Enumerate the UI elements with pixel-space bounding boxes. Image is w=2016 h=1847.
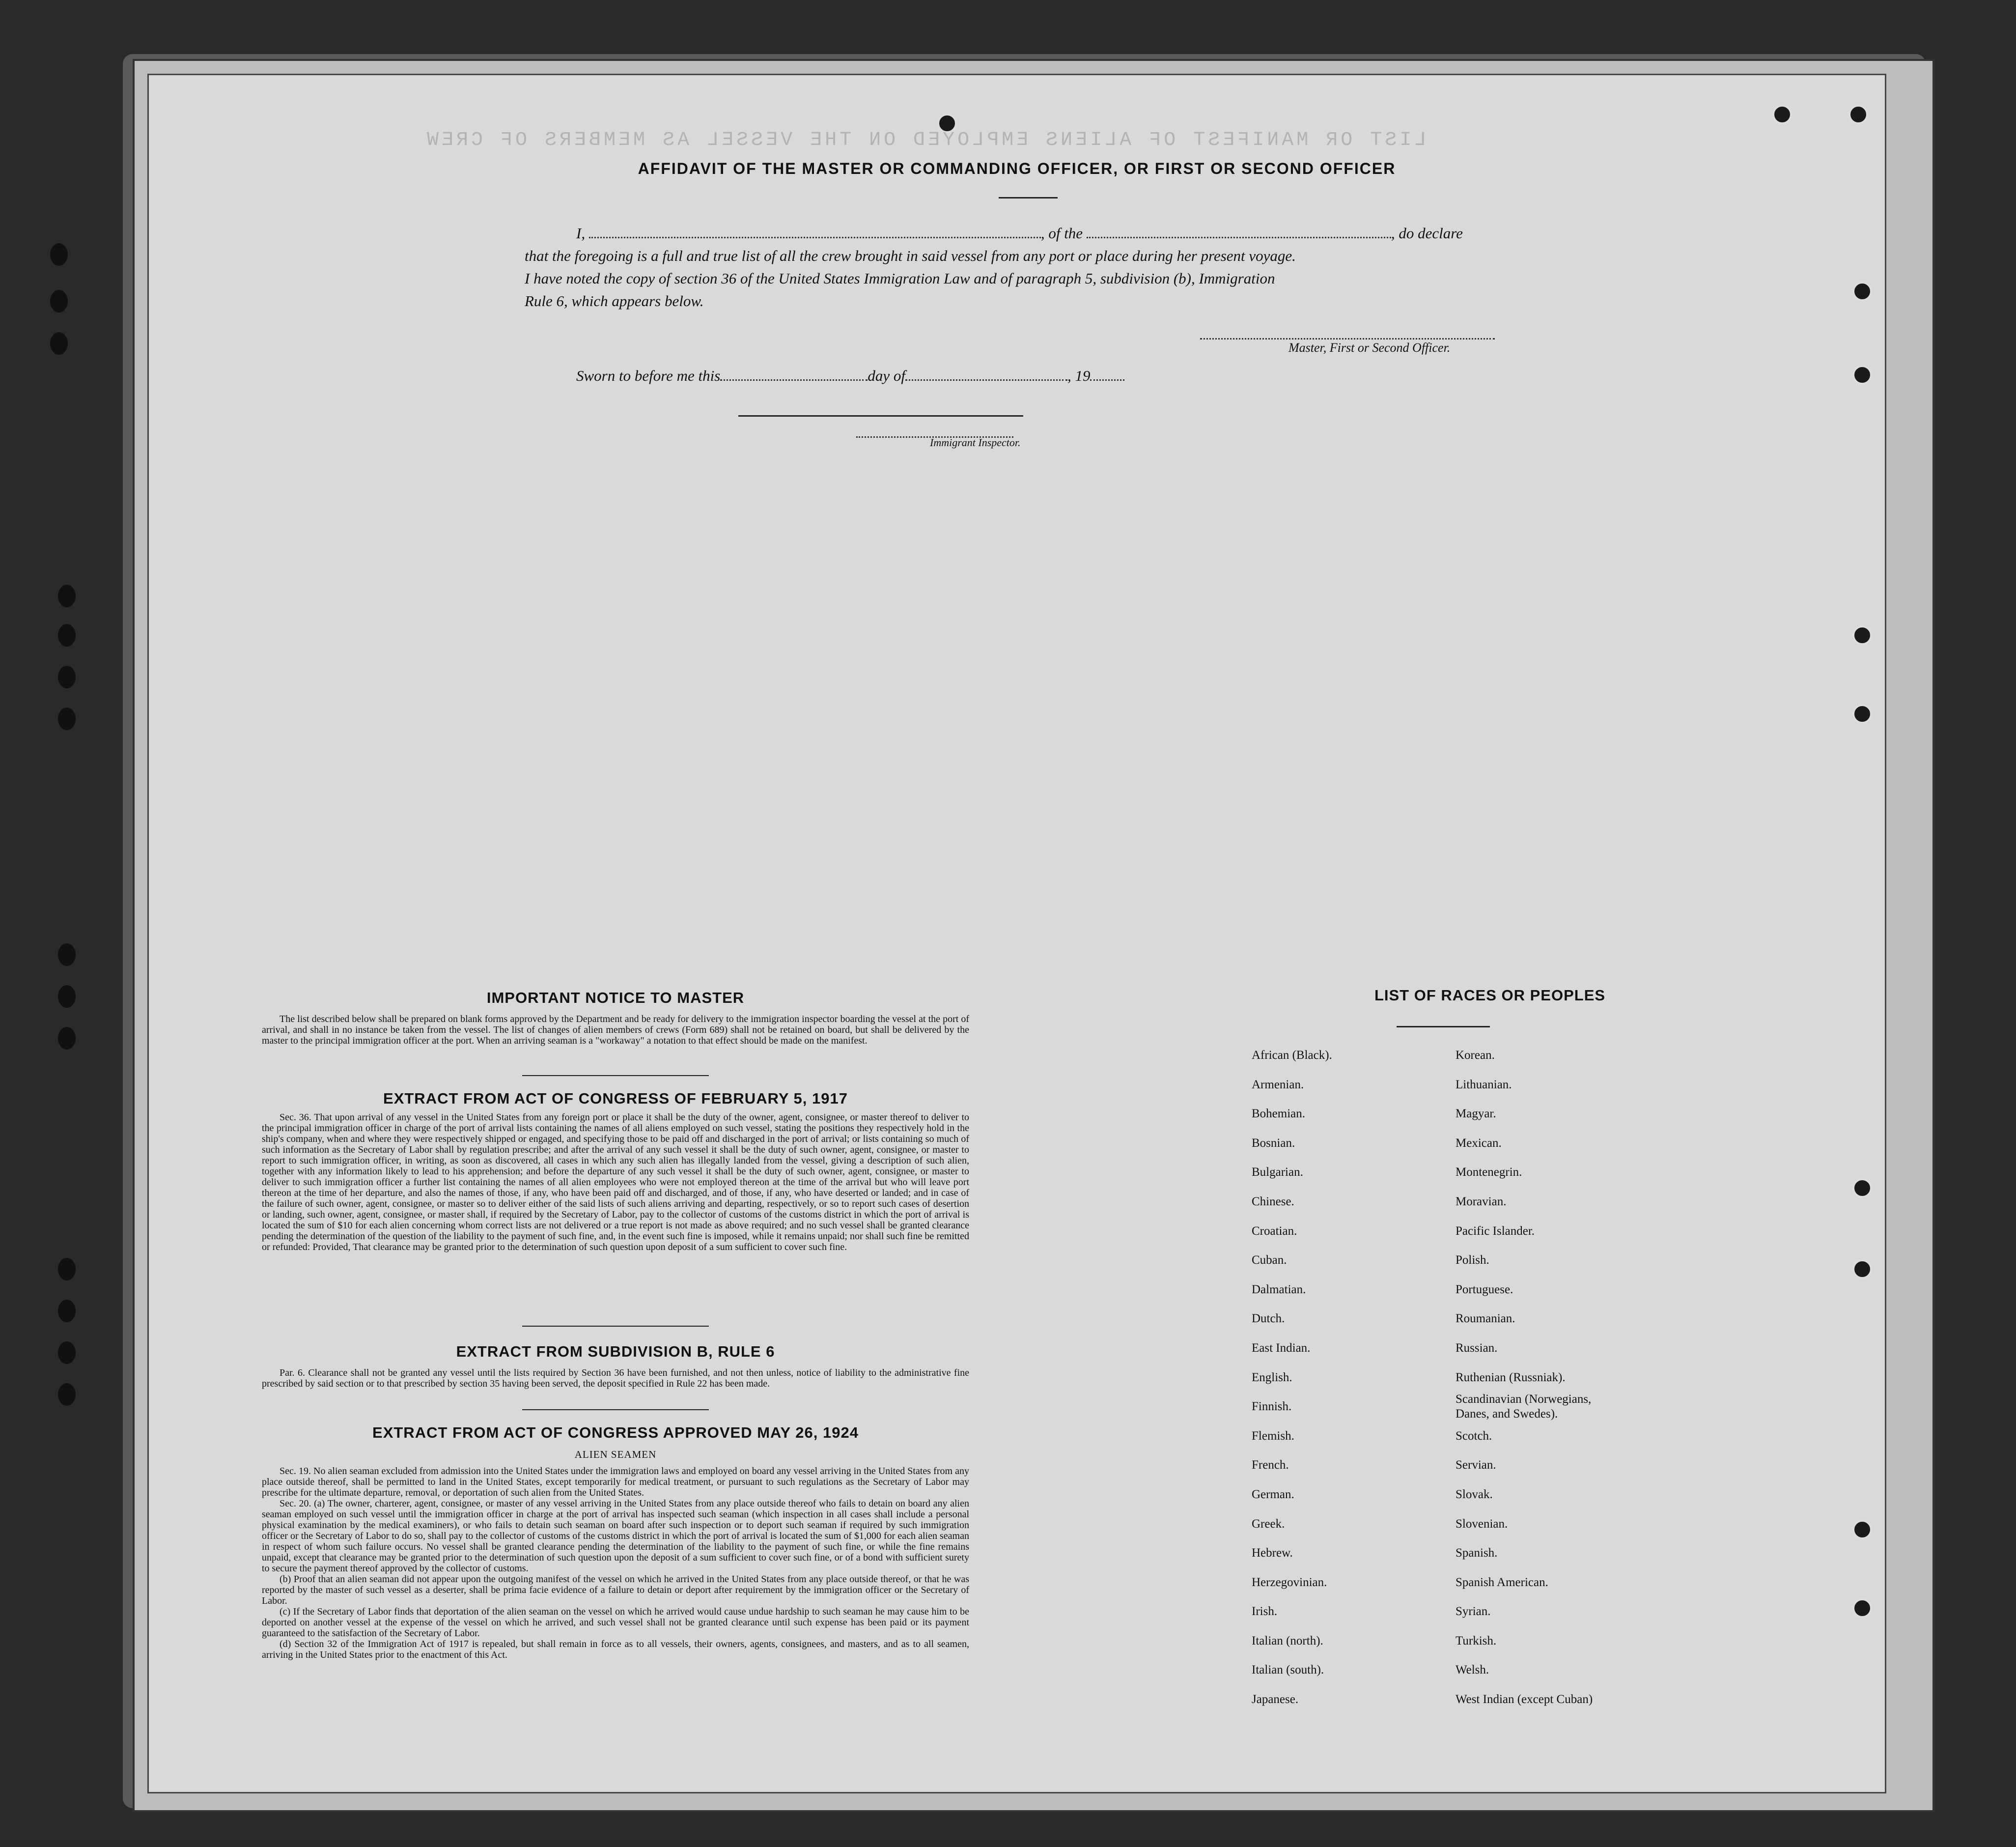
race-item: Greek. xyxy=(1252,1517,1285,1531)
binder-hole xyxy=(58,1341,76,1364)
race-item: Croatian. xyxy=(1252,1224,1297,1238)
notice-title: IMPORTANT NOTICE TO MASTER xyxy=(486,989,745,1006)
race-item: Spanish. xyxy=(1456,1546,1498,1560)
notice-text xyxy=(262,1014,969,1046)
affidavit-of-the-label: , of the xyxy=(1040,225,1083,242)
binder-hole xyxy=(58,1383,76,1406)
signer-title-label: Master, First or Second Officer. xyxy=(1288,341,1451,355)
races-left-column xyxy=(1252,1041,1332,1714)
race-item: Turkish. xyxy=(1456,1634,1497,1648)
section-divider xyxy=(522,1075,709,1076)
race-item: Korean. xyxy=(1456,1049,1495,1062)
race-item: Slovak. xyxy=(1456,1487,1493,1501)
bleed-through-header: LIST OR MANIFEST OF ALIENS EMPLOYED ON THE VESSEL AS MEMBERS OF CREW xyxy=(424,129,1427,151)
race-item: Slovenian. xyxy=(1456,1517,1508,1531)
sec-20b-paragraph: (b) Proof that an alien seaman did not appear upon the outgoing manifest of the vessel on which he arrived in the United States from any place outside thereof, or that he was reported by the master of such vessel as a deserter, shall be prima facie evidence of a failure to detain or deport after requirement by the immigration officer or the Secretary of Labor. xyxy=(262,1574,969,1606)
race-item: Scandinavian (Norwegians, Danes, and Swedes). xyxy=(1456,1392,1592,1421)
binder-hole xyxy=(58,1300,76,1322)
extract-1917-text xyxy=(262,1112,969,1252)
punch-hole xyxy=(1772,105,1792,124)
affidavit-declare-label: , do declare xyxy=(1391,225,1463,242)
binder-hole xyxy=(58,624,76,647)
race-item: East Indian. xyxy=(1252,1341,1311,1355)
races-title: LIST OF RACES OR PEOPLES xyxy=(1374,987,1606,1004)
affidavit-title: AFFIDAVIT OF THE MASTER OR COMMANDING OFFICER, OR FIRST OR SECOND OFFICER xyxy=(638,160,1396,177)
affidavit-line-3: I have noted the copy of section 36 of the United States Immigration Law and of paragraph 5, subdivision (b), Immigration xyxy=(525,270,1275,287)
section-divider xyxy=(522,1409,709,1410)
extract-rule6-text xyxy=(262,1367,969,1389)
vessel-name-field[interactable] xyxy=(1087,237,1391,238)
section-36-paragraph: Sec. 36. That upon arrival of any vessel in the United States from any foreign port or place it shall be the duty of the owner, agent, consignee, or master thereof to deliver to the principal immigration officer in charge of the port of arrival lists containing the names of all aliens employed on such vessel, stating the positions they respectively hold in the ship's company, when and where they were respectively shipped or engaged, and specifying those to be paid off and discharged in the port of arrival; or lists containing so much of such information as the Secretary of Labor shall by regulation prescribe; and after the arrival of any such vessel it shall be the duty of such owner, agent, consignee, or master to report to such immigration officer, in writing, as soon as discovered, all cases in which any such alien has illegally landed from the vessel, giving a description of such alien, together with any information likely to lead to his apprehension; and before the departure of any such vessel it shall be the duty of such owner, agent, consignee, or master to deliver to such immigration officer a further list containing the names of all alien employees who were not employed thereon at the time of the arrival but who will leave port thereon at the time of her departure, and also the names of those, if any, who have been paid off and discharged, and of those, if any, who have deserted or landed; and in case of the failure of such owner, agent, consignee, or master so to deliver either of the said lists of such aliens arriving and departing, respectively, or so to report such cases of desertion or landing, such owner, agent, consignee, or master shall, if required by the Secretary of Labor, pay to the collector of customs of the customs district in which the port of arrival is located the sum of $10 for each alien concerning whom correct lists are not delivered or a true report is not made as above required; and no such vessel shall be granted clearance pending the determination of the question of the liability to the payment of such fine, and, in the event such fine is imposed, while it remains unpaid; nor shall such fine be remitted or refunded: Provided, That clearance may be granted prior to the determination of such question upon deposit of a sum sufficient to cover such fine. xyxy=(262,1112,969,1252)
sec-20c-paragraph: (c) If the Secretary of Labor finds that deportation of the alien seaman on the vessel on which he arrived would cause undue hardship to such seaman he may cause him to be deported on another vessel at the expense of the vessel on which he arrived, and such vessel shall not be granted clearance until such expense has been paid or its payment guaranteed to the satisfaction of the Secretary of Labor. xyxy=(262,1606,969,1639)
punch-hole xyxy=(1848,105,1868,124)
officer-signature-line[interactable] xyxy=(1200,338,1495,340)
race-item: Italian (south). xyxy=(1252,1663,1324,1677)
race-item: African (Black). xyxy=(1252,1049,1332,1062)
inspector-label: Immigrant Inspector. xyxy=(930,436,1021,449)
sec-19-paragraph: Sec. 19. No alien seaman excluded from admission into the United States under the immigration laws and employed on board any vessel arriving in the United States from any place outside thereof, shall be permitted to land in the United States, except temporarily for medical treatment, or pursuant to such regulations as the Secretary of Labor may prescribe for the ultimate departure, removal, or deportation of such alien from the United States. xyxy=(262,1466,969,1498)
races-title-rule xyxy=(1397,1026,1490,1027)
race-item: Flemish. xyxy=(1252,1429,1294,1443)
inspector-rule xyxy=(738,415,1023,417)
race-item: French. xyxy=(1252,1458,1289,1472)
race-item: Irish. xyxy=(1252,1605,1278,1619)
year-label: , 19 xyxy=(1067,367,1091,384)
race-item: Scotch. xyxy=(1456,1429,1492,1443)
race-item: Montenegrin. xyxy=(1456,1165,1522,1179)
race-item: West Indian (except Cuban) xyxy=(1456,1693,1593,1706)
race-item: Spanish American. xyxy=(1456,1575,1548,1589)
sworn-line xyxy=(576,365,1124,387)
punch-hole xyxy=(1852,625,1872,645)
affidavit-line-2: that the foregoing is a full and true list of all the crew brought in said vessel from any port or place during her present voyage. xyxy=(525,247,1296,264)
affidavit-line-4: Rule 6, which appears below. xyxy=(525,292,704,310)
race-item: German. xyxy=(1252,1487,1294,1501)
binder-hole xyxy=(58,943,76,966)
punch-hole xyxy=(1852,704,1872,724)
binder-hole xyxy=(58,985,76,1008)
punch-hole xyxy=(1852,1178,1872,1198)
binder-hole xyxy=(58,666,76,688)
affidavit-line-1 xyxy=(576,223,1608,244)
par-6-paragraph: Par. 6. Clearance shall not be granted any vessel until the lists required by Section 36 have been furnished, and not then unless, notice of liability to the administrative fine prescribed by said section or to that prescribed by section 35 having been served, the deposit specified in Rule 22 has been made. xyxy=(262,1367,969,1389)
race-item: Finnish. xyxy=(1252,1400,1292,1414)
extract-rule6-title: EXTRACT FROM SUBDIVISION B, RULE 6 xyxy=(456,1343,775,1360)
sworn-month-field[interactable] xyxy=(905,379,1067,381)
races-right-column xyxy=(1456,1041,1662,1714)
punch-hole xyxy=(1852,365,1872,385)
race-item: English. xyxy=(1252,1370,1292,1384)
race-item: Herzegovinian. xyxy=(1252,1575,1327,1589)
punch-hole xyxy=(1852,1520,1872,1539)
race-item: Moravian. xyxy=(1456,1194,1507,1208)
race-item: Ruthenian (Russniak). xyxy=(1456,1370,1566,1384)
race-item: Syrian. xyxy=(1456,1605,1491,1619)
race-item: Dalmatian. xyxy=(1252,1282,1306,1296)
race-item: Welsh. xyxy=(1456,1663,1489,1677)
punch-hole xyxy=(1852,1598,1872,1618)
affidavit-i-label: I, xyxy=(576,225,586,242)
extract-1917-title: EXTRACT FROM ACT OF CONGRESS OF FEBRUARY 5, 1917 xyxy=(383,1090,848,1107)
binder-hole xyxy=(50,290,68,313)
day-of-label: day of xyxy=(868,367,905,384)
binder-hole xyxy=(50,332,68,355)
race-item: Cuban. xyxy=(1252,1253,1287,1267)
sec-20d-paragraph: (d) Section 32 of the Immigration Act of 1917 is repealed, but shall remain in force as to all vessels, their owners, agents, consignees, and masters, and as to all seamen, arriving in the United States prior to the enactment of this Act. xyxy=(262,1639,969,1660)
notice-paragraph: The list described below shall be prepared on blank forms approved by the Department and be ready for delivery to the immigration inspector boarding the vessel at the port of arrival, and shall in no instance be taken from the vessel. The list of changes of alien members of crews (Form 689) shall not be retained on board, but shall be delivered by the master to the principal immigration officer at the port. When an arriving seaman is a "workaway" a notation to that effect should be made on the manifest. xyxy=(262,1014,969,1046)
race-item: Mexican. xyxy=(1456,1136,1502,1150)
race-item: Hebrew. xyxy=(1252,1546,1293,1560)
race-item: Portuguese. xyxy=(1456,1282,1513,1296)
punch-hole xyxy=(1852,282,1872,301)
race-item: Armenian. xyxy=(1252,1078,1304,1091)
binder-hole xyxy=(58,585,76,607)
race-item: Magyar. xyxy=(1456,1107,1496,1121)
race-item: Polish. xyxy=(1456,1253,1489,1267)
binder-hole xyxy=(58,1027,76,1050)
sworn-day-field[interactable] xyxy=(720,379,868,381)
race-item: Bosnian. xyxy=(1252,1136,1295,1150)
race-item: Chinese. xyxy=(1252,1194,1294,1208)
extract-1924-title: EXTRACT FROM ACT OF CONGRESS APPROVED MAY 26, 1924 xyxy=(372,1424,859,1441)
section-divider xyxy=(522,1326,709,1327)
binder-hole xyxy=(50,243,68,266)
binder-hole xyxy=(58,1258,76,1280)
race-item: Servian. xyxy=(1456,1458,1496,1472)
manifest-page xyxy=(147,74,1886,1793)
race-item: Russian. xyxy=(1456,1341,1498,1355)
officer-name-field[interactable] xyxy=(589,237,1041,238)
race-item: Bohemian. xyxy=(1252,1107,1306,1121)
race-item: Italian (north). xyxy=(1252,1634,1323,1648)
race-item: Roumanian. xyxy=(1456,1312,1515,1326)
sworn-label: Sworn to before me this xyxy=(576,367,721,384)
race-item: Pacific Islander. xyxy=(1456,1224,1535,1238)
extract-1924-text xyxy=(262,1466,969,1660)
sworn-year-field[interactable] xyxy=(1090,379,1124,381)
affidavit-title-rule xyxy=(999,197,1058,199)
binder-hole xyxy=(58,708,76,730)
race-item: Dutch. xyxy=(1252,1312,1285,1326)
punch-hole xyxy=(1852,1259,1872,1279)
alien-seamen-subtitle: ALIEN SEAMEN xyxy=(574,1449,657,1460)
race-item: Japanese. xyxy=(1252,1693,1299,1706)
sec-20a-paragraph: Sec. 20. (a) The owner, charterer, agent, consignee, or master of any vessel arriving in the United States from any place outside thereof who fails to detain on board any alien seaman employed on such vessel until the immigration officer in charge at the port of arrival has inspected such seaman (which inspection in all cases shall include a personal physical examination by the medical examiners), or who fails to detain such seaman on board after such inspection or to deport such seaman if required by such immigration officer or the Secretary of Labor to do so, shall pay to the collector of customs of the customs district in which the port of arrival is located the sum of $1,000 for each alien seaman in respect of whom such failure occurs. No vessel shall be granted clearance pending the determination of the liability to the payment of such fine, or while the fine remains unpaid, except that clearance may be granted prior to the determination of such question upon the deposit of a sum sufficient to cover such fine, or of a bond with sufficient surety to secure the payment thereof approved by the collector of customs. xyxy=(262,1498,969,1574)
race-item: Lithuanian. xyxy=(1456,1078,1512,1091)
race-item: Bulgarian. xyxy=(1252,1165,1303,1179)
